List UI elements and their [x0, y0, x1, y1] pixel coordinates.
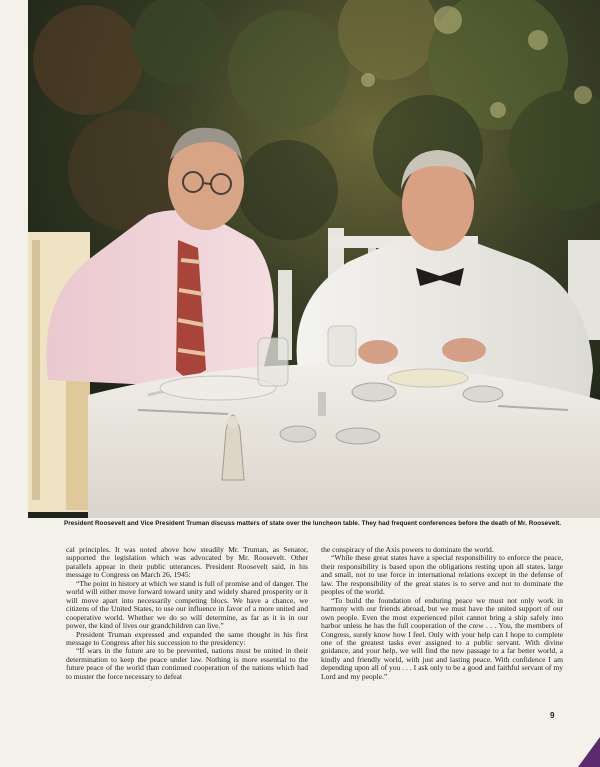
paragraph: “The point in history at which we stand is full of promise and of danger. The world will either move forward toward unity and widely shared prosperity or it will move apart into necessarily competing blocs. We have a chance, we citizens of the United States, to use our influence in favor of a more united and cooperative world. Whether we do so will determine, as far as it is in our power, the kind of lives our grandchildren can live.”: [66, 578, 308, 631]
paragraph: cal principles. It was noted above how steadily Mr. Truman, as Senator, supported the legislation which was advocated by Mr. Roosevelt. Other parallels appear in their public utterances. President Roosevelt said, in his message to Congress on March 26, 1945:: [66, 545, 308, 580]
photograph-roosevelt-truman-luncheon-icon: [28, 0, 600, 518]
right-text-column: [321, 546, 563, 681]
photograph: [28, 0, 600, 518]
paragraph: “To build the foundation of enduring peace we must not only work in harmony with our friends abroad, but we must have the united support of our own people. Even the most experienced pilot cannot bring a ship safely into harbor unless he has the full cooperation of the crew . . . You, the members of Congress, surely know how I feel. Only with your help can I hope to complete one of the greatest tasks ever assigned to a public servant. With divine guidance, and your help, we will find the new passage to a far better world, a kindly and friendly world, with just and lasting peace. With confidence I am depending upon all of you . . . I ask only to be a good and faithful servant of my Lord and my people.”: [321, 595, 563, 681]
paragraph: “While these great states have a special responsibility to enforce the peace, their responsibility is based upon the obligations resting upon all states, large and small, not to use force in international relations except in the defense of law. The responsibility of the great states is to serve and not to dominate the peoples of the world.: [321, 553, 563, 597]
page-number: 9: [550, 711, 555, 720]
paragraph: the conspiracy of the Axis powers to dominate the world.: [321, 545, 494, 554]
corner-tab-icon: [578, 737, 600, 767]
left-text-column: [66, 546, 308, 681]
paragraph: President Truman expressed and expanded the same thought in his first message to Congress after his succession to the presidency:: [66, 629, 308, 647]
paragraph: “If wars in the future are to be prevented, nations must be united in their determination to keep the peace under law. Nothing is more essential to the future peace of the world than continued cooperation of the nations which had to muster the force necessary to defeat: [66, 646, 308, 681]
photo-caption: President Roosevelt and Vice President Truman discuss matters of state over the luncheon table. They had frequent conferences before the death of Mr. Roosevelt.: [64, 520, 562, 527]
